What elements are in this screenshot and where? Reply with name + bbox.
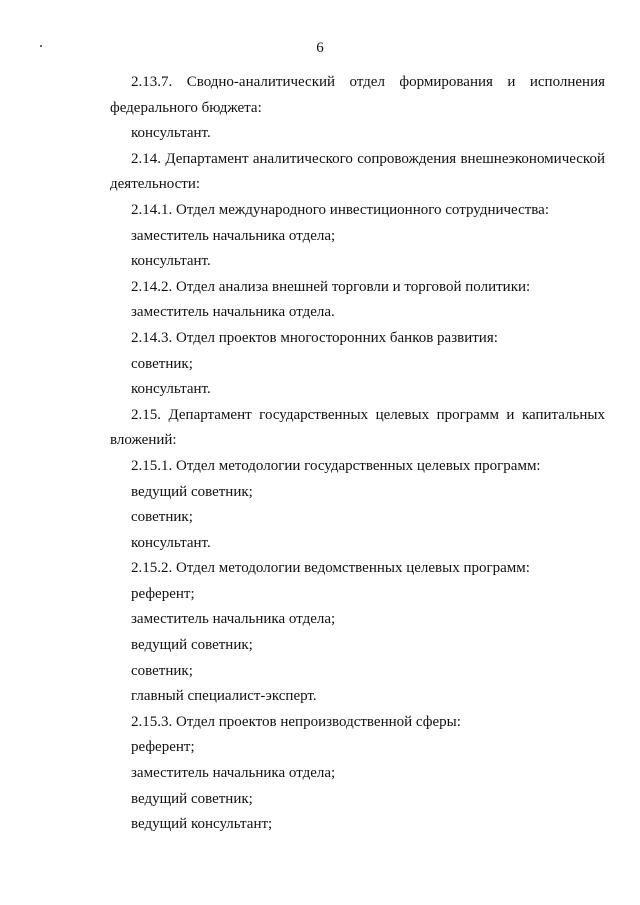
position-item: заместитель начальника отдела; (131, 765, 336, 782)
word: и (507, 74, 516, 90)
subsection-heading: 2.14.2. Отдел анализа внешней торговли и торговой политики: (131, 278, 531, 295)
position-item: ведущий советник; (131, 483, 253, 500)
position-item: консультант. (131, 125, 211, 142)
document-body (110, 70, 605, 838)
subsection-heading: 2.14.3. Отдел проектов многосторонних банков развития: (131, 329, 498, 346)
word: формирования (399, 74, 493, 90)
position-item: заместитель начальника отдела. (131, 304, 335, 321)
word: программ (436, 406, 499, 423)
subsection-heading: 2.15.1. Отдел методологии государственных целевых программ: (131, 457, 541, 474)
word: 2.13.7. (131, 74, 173, 90)
position-item: заместитель начальника отдела; (131, 227, 336, 244)
word: сопровождения (357, 150, 457, 167)
section-2-13-7-heading-continuation: федерального бюджета: (110, 99, 262, 116)
word: Сводно-аналитический (186, 74, 336, 90)
position-item: заместитель начальника отдела; (131, 611, 336, 628)
section-2-13-7-heading (131, 70, 605, 96)
position-item: консультант. (131, 253, 211, 270)
word: Департамент (168, 406, 252, 423)
word: отдел (349, 74, 385, 90)
position-item: советник; (131, 662, 193, 679)
word: государственных (259, 406, 369, 423)
section-2-14-heading (131, 147, 605, 173)
word: капитальных (521, 406, 605, 423)
word: аналитического (252, 150, 353, 167)
word: 2.15. (131, 406, 161, 423)
section-2-14-heading-continuation: деятельности: (110, 176, 201, 193)
position-item: референт; (131, 585, 195, 602)
subsection-heading: 2.15.2. Отдел методологии ведомственных целевых программ: (131, 560, 530, 577)
section-2-15-heading (131, 403, 605, 429)
position-item: референт; (131, 739, 195, 756)
position-item: советник; (131, 509, 193, 526)
position-item: консультант. (131, 534, 211, 551)
word: Департамент (165, 150, 249, 167)
position-item: главный специалист-эксперт. (131, 688, 317, 705)
word: внешнеэкономической (460, 150, 605, 167)
position-item: ведущий консультант; (131, 816, 273, 833)
subsection-heading: 2.14.1. Отдел международного инвестиционного сотрудничества: (131, 201, 550, 218)
word: 2.14. (131, 150, 161, 167)
position-item: советник; (131, 355, 193, 372)
page-number: 6 (316, 40, 324, 56)
position-item: ведущий советник; (131, 790, 253, 807)
word: исполнения (529, 74, 605, 90)
word: целевых (375, 406, 430, 423)
word: и (506, 406, 515, 423)
subsection-heading: 2.15.3. Отдел проектов непроизводственной сферы: (131, 713, 461, 730)
position-item: ведущий советник; (131, 637, 253, 654)
section-2-15-heading-continuation: вложений: (110, 432, 177, 449)
position-item: консультант. (131, 381, 211, 398)
